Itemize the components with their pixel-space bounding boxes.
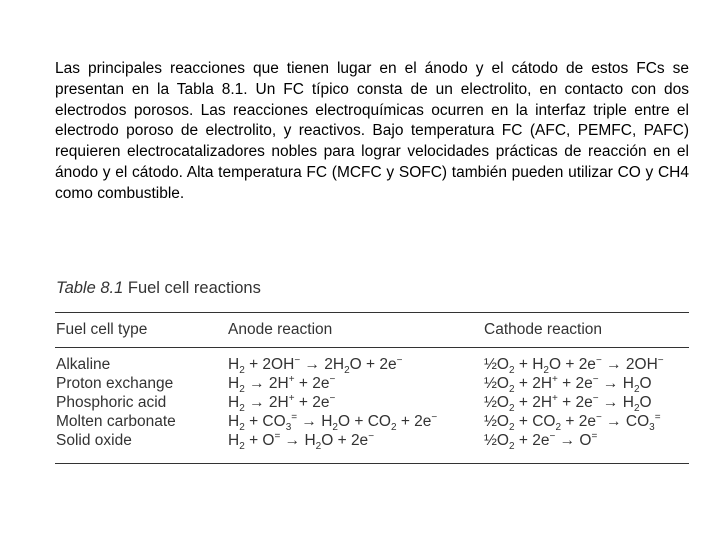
cell-anode-reaction: $H_2 \to 2H^+ + 2e^-$ — [228, 392, 336, 415]
cell-anode-reaction: $H_2 + 2OH^- \to 2H_2O + 2e^-$ — [228, 354, 403, 376]
cell-fuel-cell-type: Phosphoric acid — [56, 393, 167, 411]
cell-anode-reaction: $H_2 \to 2H^+ + 2e^-$ — [228, 373, 336, 395]
header-anode-reaction: Anode reaction — [228, 321, 333, 338]
table-row — [55, 374, 689, 393]
header-cathode-reaction: Cathode reaction — [484, 321, 603, 338]
cell-anode-reaction: $H_2 + CO_3^= \to H_2O + CO_2 + 2e^-$ — [228, 412, 438, 434]
table-header-row — [55, 313, 689, 347]
cell-cathode-reaction: $\frac{1}{2}O_2 + 2e^- \to O^=$ — [484, 431, 598, 453]
cell-anode-reaction: $H_2 + O^= \to H_2O + 2e^-$ — [228, 431, 375, 453]
table-bottom-rule — [55, 463, 689, 464]
cell-cathode-reaction: $\frac{1}{2}O_2 + 2H^+ + 2e^- \to H_2O$ — [484, 373, 652, 395]
intro-paragraph: Las principales reacciones que tienen lugar en el ánodo y el cátodo de estos FCs se presentan en la Tabla 8.1. Un FC típico consta de un electrolito, en contacto con dos electrodos porosos. Las reacciones electroquímicas ocurren en la interfaz triple entre el electrodo poroso de electrolito, y reactivos. Bajo temperatura FC (AFC, PEMFC, PAFC) requieren electrocatalizadores nobles para lograr velocidades prácticas de reacción en el ánodo y el cátodo. Alta temperatura FC (MCFC y SOFC) también pueden utilizar CO y CH4 como combustible. — [55, 60, 689, 202]
cell-cathode-reaction: $\frac{1}{2}O_2 + CO_2 + 2e^- \to CO_3^=$ — [484, 412, 661, 434]
cell-fuel-cell-type: Alkaline — [56, 355, 111, 373]
table-caption-title: Fuel cell reactions — [127, 279, 261, 297]
cell-cathode-reaction: $\frac{1}{2}O_2 + 2H^+ + 2e^- \to H_2O$ — [484, 392, 652, 415]
table-row — [55, 413, 689, 432]
cell-fuel-cell-type: Solid oxide — [56, 432, 132, 450]
header-fuel-cell-type: Fuel cell type — [56, 321, 148, 338]
table-caption-number: Table 8.1 — [56, 279, 124, 297]
table-caption — [56, 274, 689, 304]
cell-fuel-cell-type: Proton exchange — [56, 374, 174, 392]
reactions-table — [55, 313, 689, 347]
reactions-table-body — [55, 348, 689, 463]
cell-cathode-reaction: $\frac{1}{2}O_2 + H_2O + 2e^- \to 2OH^-$ — [484, 354, 664, 376]
cell-fuel-cell-type: Molten carbonate — [56, 413, 176, 431]
fuel-cell-reactions-table — [55, 274, 689, 464]
table-row — [55, 355, 689, 374]
table-row — [55, 393, 689, 412]
table-row — [55, 432, 689, 451]
